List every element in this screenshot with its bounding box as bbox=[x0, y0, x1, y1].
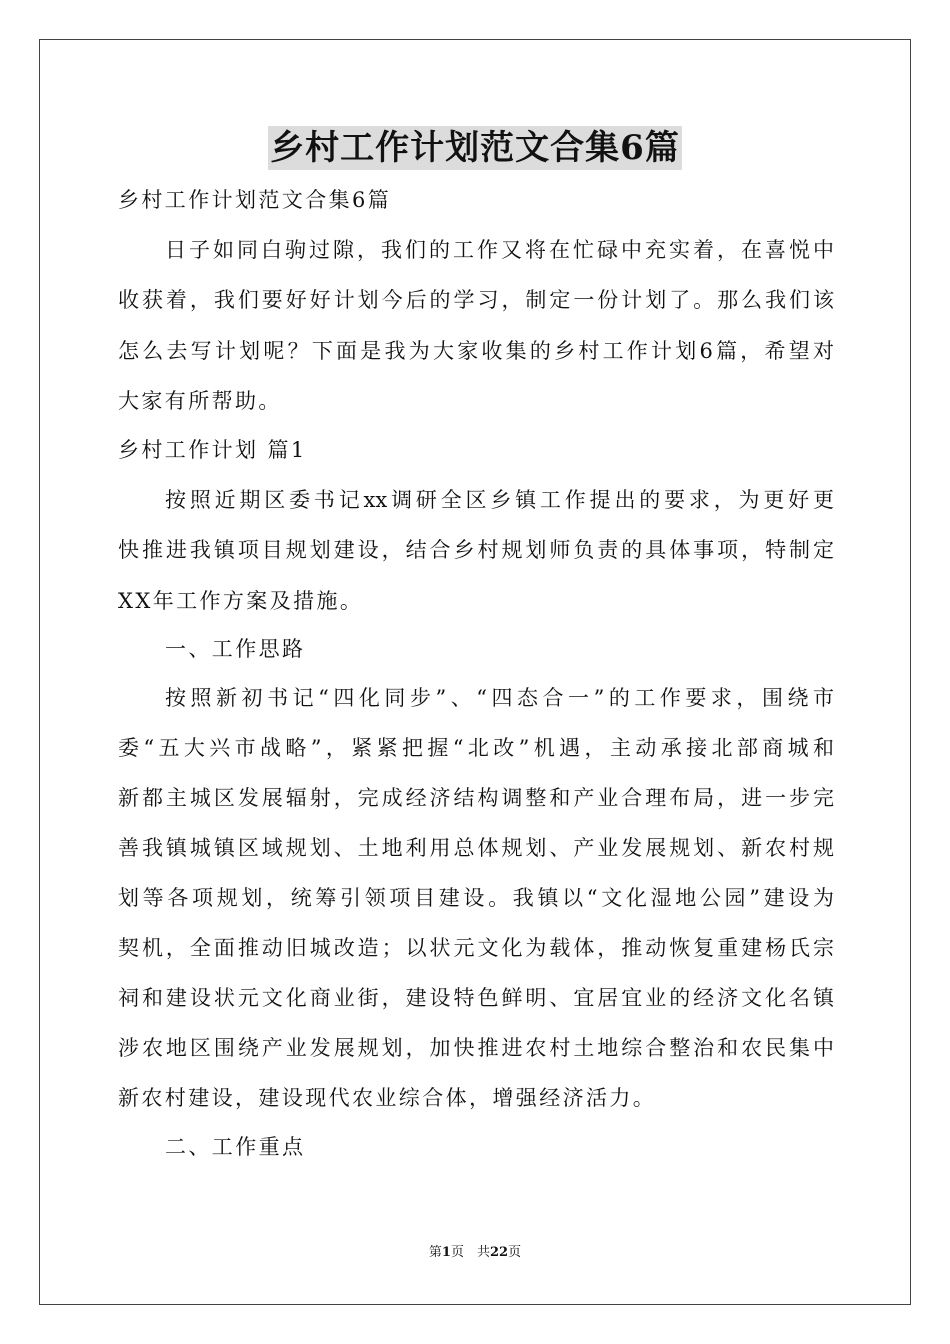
paragraph-line: 怎么去写计划呢？下面是我为大家收集的乡村工作计划6篇，希望对 bbox=[118, 339, 834, 363]
subheading-work-focus: 二、工作重点 bbox=[165, 1135, 306, 1159]
footer-total-pages: 22 bbox=[489, 1245, 509, 1260]
footer-page-number: 1 bbox=[441, 1245, 451, 1260]
paragraph-line: 按照近期区委书记xx调研全区乡镇工作提出的要求，为更好更 bbox=[165, 488, 834, 512]
paragraph-line: 划等各项规划，统筹引领项目建设。我镇以“文化湿地公园”建设为 bbox=[118, 886, 834, 910]
paragraph-line: 善我镇城镇区域规划、土地利用总体规划、产业发展规划、新农村规 bbox=[118, 836, 834, 860]
footer-page-prefix: 第 bbox=[428, 1245, 442, 1260]
paragraph-line: 快推进我镇项目规划建设，结合乡村规划师负责的具体事项，特制定 bbox=[118, 538, 834, 562]
paragraph-line: 新农村建设，建设现代农业综合体，增强经济活力。 bbox=[118, 1086, 657, 1110]
paragraph-line: 大家有所帮助。 bbox=[118, 389, 282, 413]
footer-page-mid: 页 共 bbox=[450, 1245, 490, 1260]
title-container bbox=[0, 126, 950, 170]
document-subtitle: 乡村工作计划范文合集6篇 bbox=[118, 188, 392, 212]
paragraph-line: XX年工作方案及措施。 bbox=[118, 589, 364, 613]
paragraph-line: 涉农地区围绕产业发展规划，加快推进农村土地综合整治和农民集中 bbox=[118, 1036, 834, 1060]
page-border bbox=[39, 39, 911, 1305]
paragraph-line: 契机，全面推动旧城改造；以状元文化为载体，推动恢复重建杨氏宗 bbox=[118, 936, 834, 960]
section-heading: 乡村工作计划 篇1 bbox=[118, 438, 307, 462]
subheading-work-approach: 一、工作思路 bbox=[165, 637, 306, 661]
paragraph-line: 祠和建设状元文化商业街，建设特色鲜明、宜居宜业的经济文化名镇 bbox=[118, 986, 834, 1010]
page-footer bbox=[0, 1244, 950, 1262]
document-title: 乡村工作计划范文合集6篇 bbox=[270, 128, 680, 168]
paragraph-line: 收获着，我们要好好计划今后的学习，制定一份计划了。那么我们该 bbox=[118, 288, 834, 312]
paragraph-line: 按照新初书记“四化同步”、“四态合一”的工作要求，围绕市 bbox=[165, 686, 834, 710]
footer-page-suffix: 页 bbox=[508, 1245, 522, 1260]
paragraph-line: 日子如同白驹过隙，我们的工作又将在忙碌中充实着，在喜悦中 bbox=[165, 238, 834, 262]
paragraph-line: 委“五大兴市战略”，紧紧把握“北改”机遇，主动承接北部商城和 bbox=[118, 736, 834, 760]
paragraph-line: 新都主城区发展辐射，完成经济结构调整和产业合理布局，进一步完 bbox=[118, 786, 834, 810]
